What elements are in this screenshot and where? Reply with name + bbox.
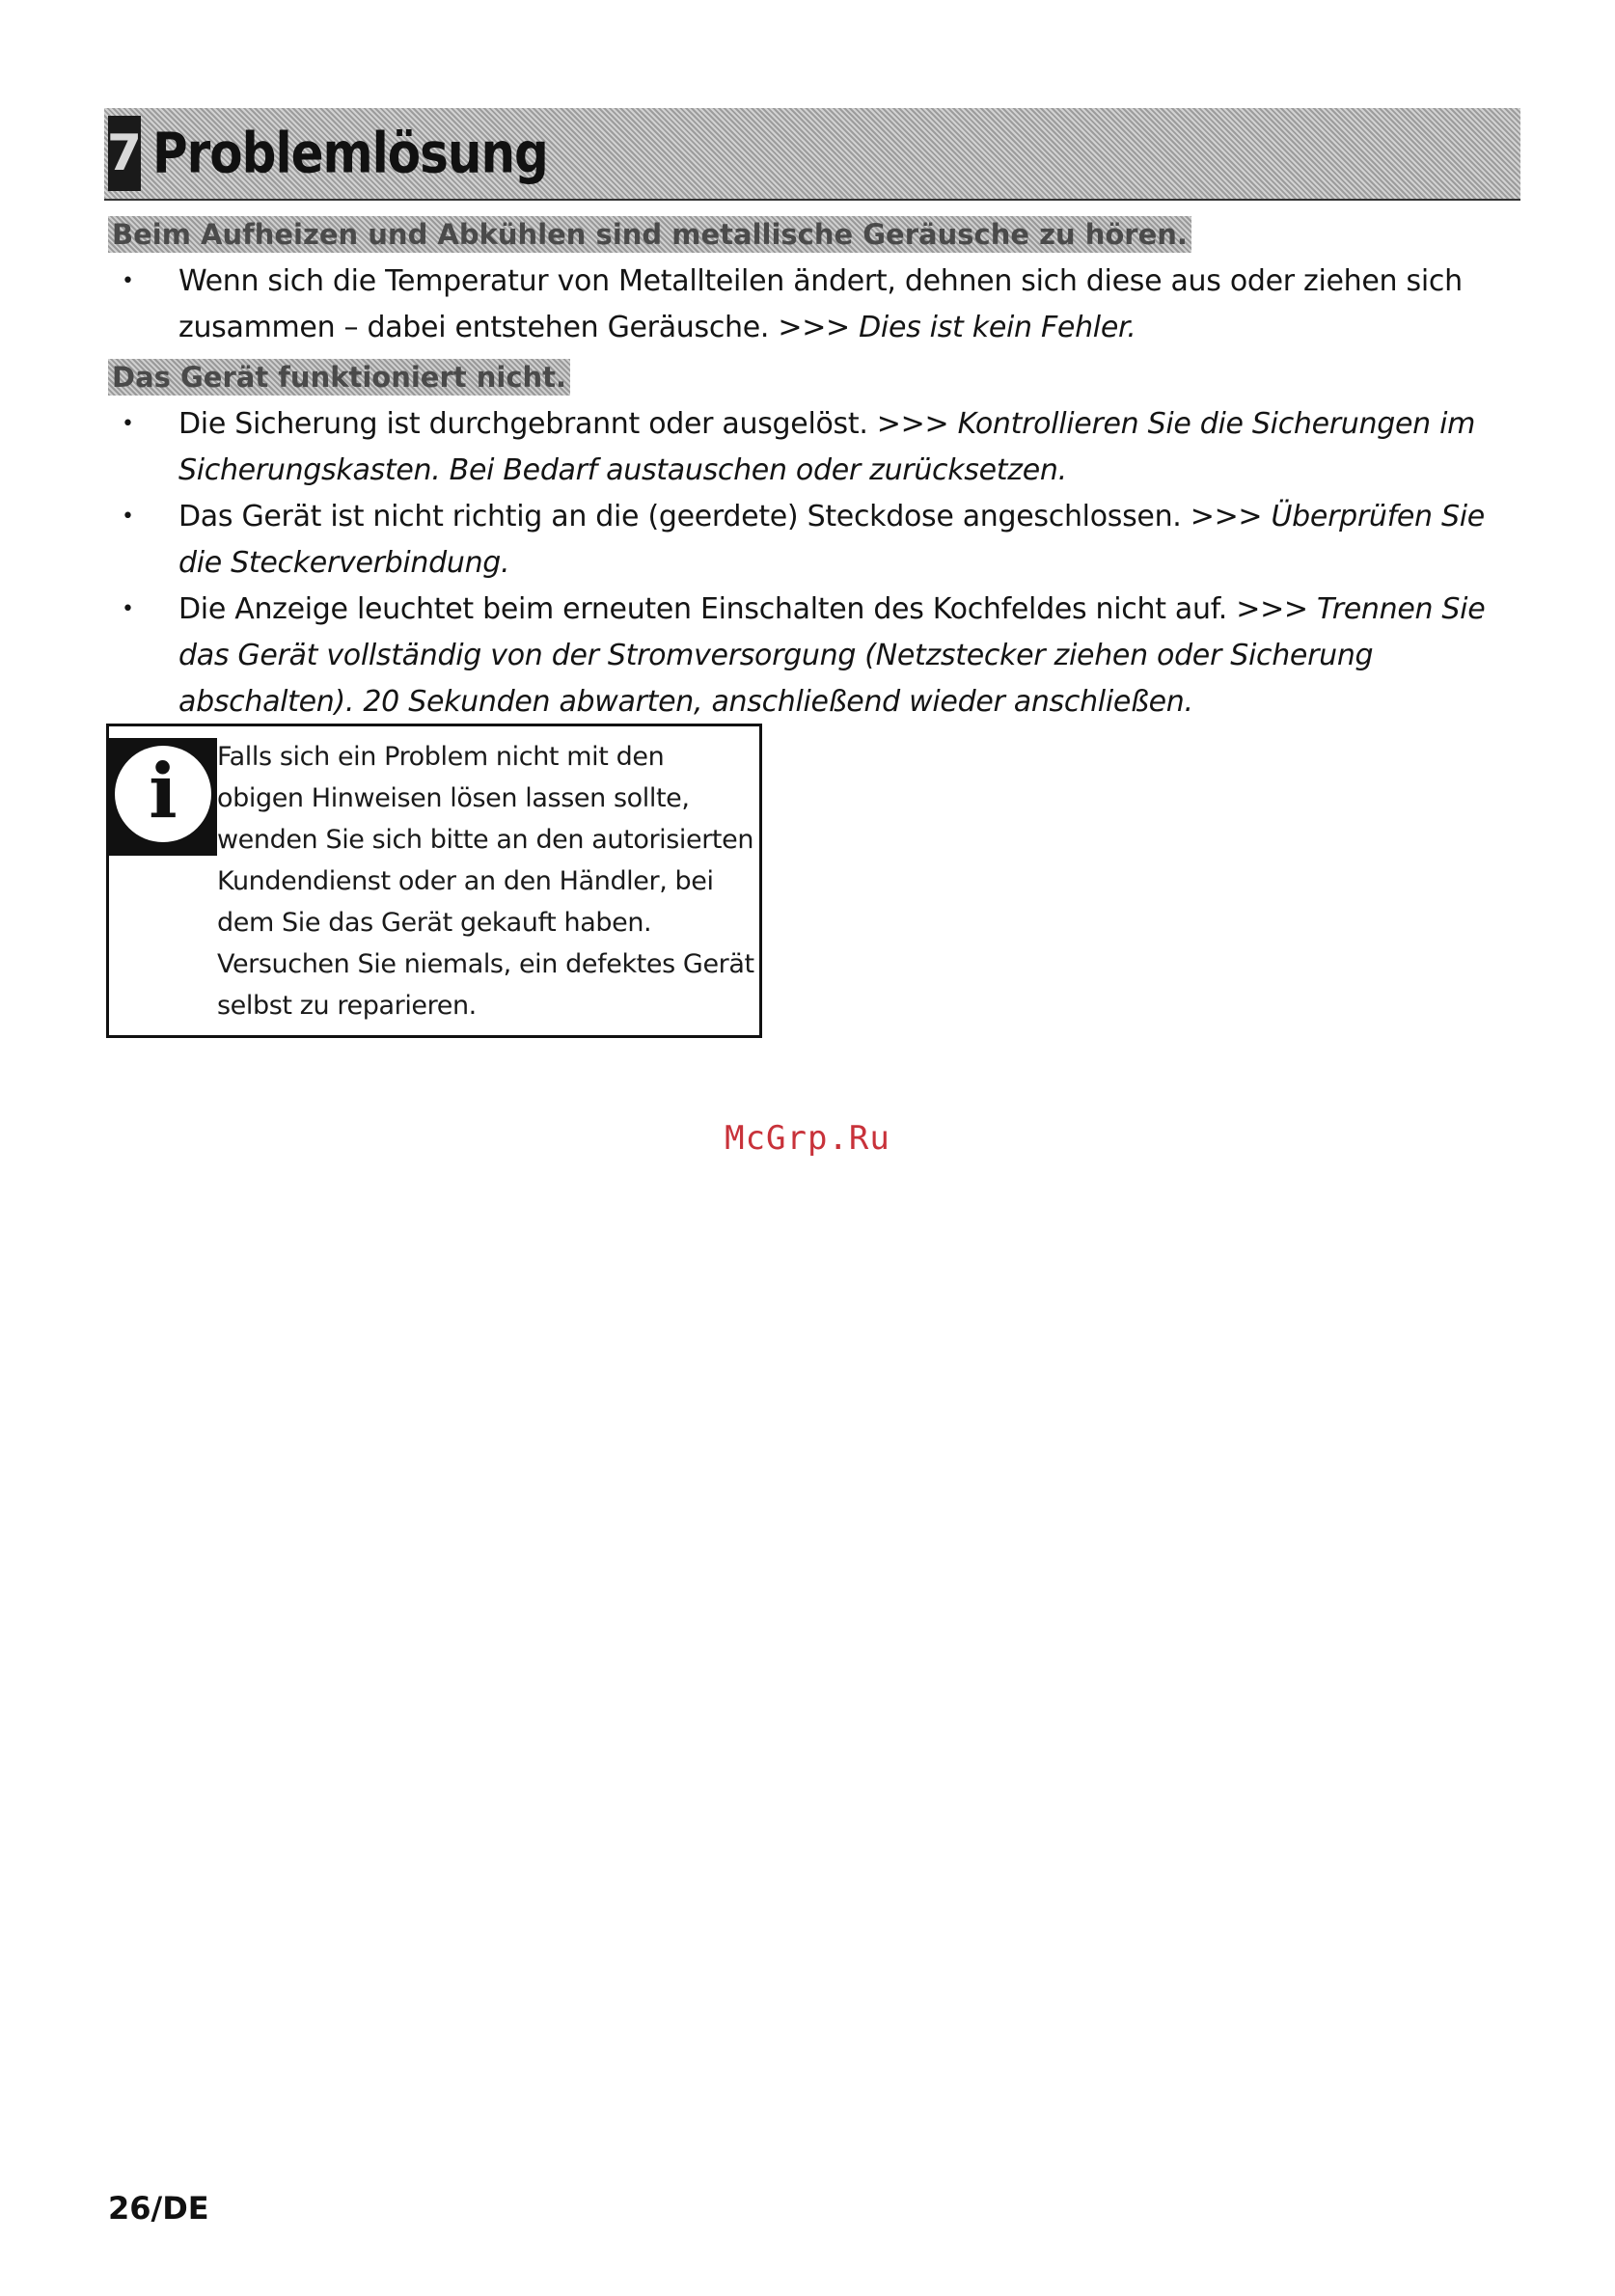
problem-heading-noise: Beim Aufheizen und Abkühlen sind metallische Geräusche zu hören.: [108, 216, 1191, 253]
page-number: 26/DE: [108, 2190, 209, 2227]
info-box: [106, 724, 762, 1038]
list-item: [108, 401, 1488, 494]
item-text: [178, 587, 1488, 725]
item-remedy: Dies ist kein Fehler.: [859, 311, 1136, 344]
bullet-icon: •: [122, 597, 134, 621]
section-title: Problemlösung: [152, 121, 548, 186]
bullet-icon: •: [122, 269, 134, 293]
item-cause: Die Sicherung ist durchgebrannt oder ausgelöst. >>>: [178, 407, 958, 441]
list-item: [108, 494, 1488, 587]
item-cause: Wenn sich die Temperatur von Metallteilen ändert, dehnen sich diese aus oder ziehen sich zusammen – dabei entstehen Geräusche. >>>: [178, 264, 1463, 344]
item-remedy: Überprüfen Sie die Steckerverbindung.: [178, 500, 1485, 580]
list-item: [108, 259, 1488, 351]
item-text: [178, 259, 1488, 351]
item-text: [178, 401, 1488, 494]
section-number: 7: [108, 116, 141, 191]
bullet-icon: •: [122, 412, 134, 436]
watermark: McGrp.Ru: [725, 1119, 890, 1158]
item-text: [178, 494, 1488, 587]
item-cause: Die Anzeige leuchtet beim erneuten Einschalten des Kochfeldes nicht auf. >>>: [178, 592, 1317, 626]
bullet-icon: •: [122, 505, 134, 529]
problem-heading-no-function: Das Gerät funktioniert nicht.: [108, 359, 570, 396]
info-icon: [115, 746, 211, 842]
item-remedy: Kontrollieren Sie die Sicherungen im Sicherungskasten. Bei Bedarf austauschen oder zurücksetzen.: [178, 407, 1476, 487]
list-item: [108, 587, 1488, 725]
info-icon-glyph: i: [149, 748, 178, 835]
info-text: Falls sich ein Problem nicht mit den obigen Hinweisen lösen lassen sollte, wenden Sie sich bitte an den autorisierten Kundendienst oder an den Händler, bei dem Sie das Gerät gekauft haben. Versuchen Sie niemals, ein defektes Gerät selbst zu reparieren.: [217, 742, 754, 1021]
item-cause: Das Gerät ist nicht richtig an die (geerdete) Steckdose angeschlossen. >>>: [178, 500, 1272, 533]
section-header: [104, 108, 1520, 201]
item-remedy: Trennen Sie das Gerät vollständig von der Stromversorgung (Netzstecker ziehen oder Sicherung abschalten). 20 Sekunden abwarten, anschließend wieder anschließen.: [178, 592, 1486, 719]
